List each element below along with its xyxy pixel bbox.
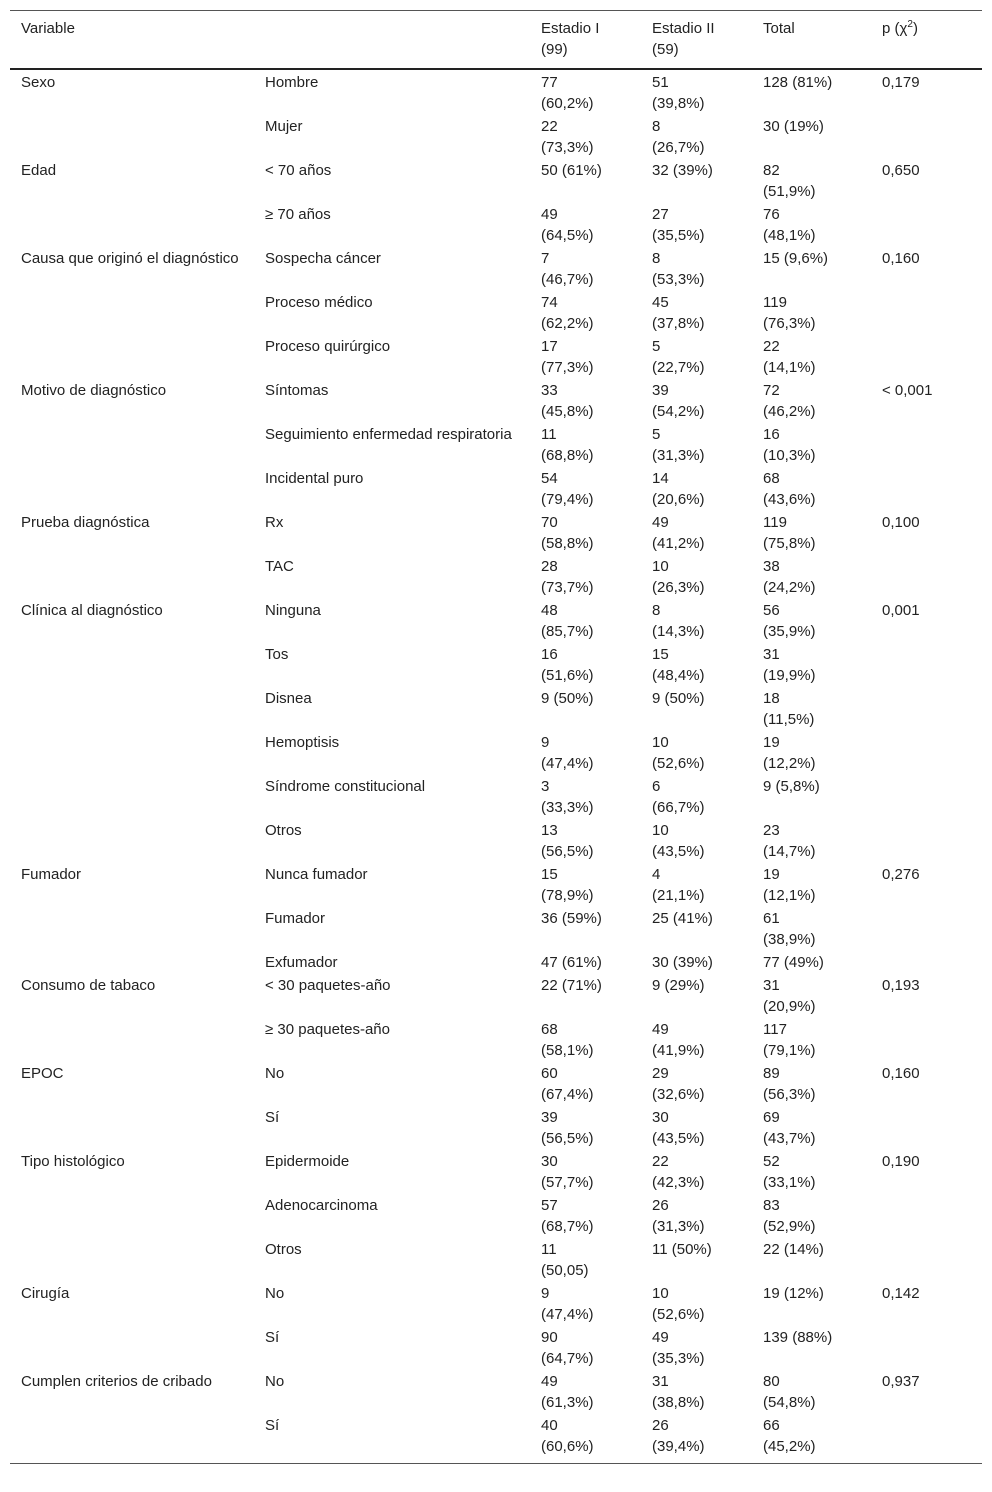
p-value-cell: 0,276 — [882, 866, 920, 883]
p-value-cell: 0,650 — [882, 162, 920, 179]
stage-2-cell: 6 (66,7%) — [652, 778, 705, 816]
stage-1-cell: 47 (61%) — [541, 954, 602, 971]
variable-cell — [10, 774, 254, 818]
header-p-prefix: p (χ — [882, 20, 908, 37]
variable-cell — [10, 818, 254, 862]
p-value-cell: 0,937 — [882, 1373, 920, 1390]
category-cell: TAC — [265, 558, 294, 575]
stage-1-cell: 39 (56,5%) — [541, 1109, 594, 1147]
category-cell: < 30 paquetes-año — [265, 977, 391, 994]
p-value-cell — [871, 114, 982, 158]
category-cell: Rx — [265, 514, 284, 531]
header-p-suffix: ) — [912, 20, 918, 37]
stage-1-cell: 17 (77,3%) — [541, 338, 594, 376]
stage-2-cell: 14 (20,6%) — [652, 470, 705, 508]
variable-cell — [10, 686, 254, 730]
stage-1-cell: 7 (46,7%) — [541, 250, 594, 288]
stage-2-cell: 26 (31,3%) — [652, 1197, 705, 1235]
total-cell: 23 (14,7%) — [763, 822, 816, 860]
p-value-cell — [871, 202, 982, 246]
stage-2-cell: 8 (14,3%) — [652, 602, 705, 640]
variable-cell — [10, 1105, 254, 1149]
category-cell: Sí — [265, 1109, 280, 1126]
header-category — [254, 11, 530, 70]
total-cell: 77 (49%) — [763, 954, 824, 971]
stage-1-cell: 49 (61,3%) — [541, 1373, 594, 1411]
stage-1-cell: 28 (73,7%) — [541, 558, 594, 596]
category-cell: No — [265, 1373, 285, 1390]
category-cell: Otros — [265, 1241, 302, 1258]
category-cell: Nunca fumador — [265, 866, 368, 883]
variable-cell: Sexo — [21, 74, 56, 91]
table-row — [10, 686, 982, 730]
stage-2-cell: 30 (43,5%) — [652, 1109, 705, 1147]
category-cell: No — [265, 1285, 285, 1302]
total-cell: 69 (43,7%) — [763, 1109, 816, 1147]
category-cell: ≥ 30 paquetes-año — [265, 1021, 390, 1038]
variable-cell — [10, 202, 254, 246]
total-cell: 128 (81%) — [763, 74, 833, 91]
stage-1-cell: 68 (58,1%) — [541, 1021, 594, 1059]
variable-cell: Clínica al diagnóstico — [21, 602, 163, 619]
table-row — [10, 1237, 982, 1281]
total-cell: 22 (14,1%) — [763, 338, 816, 376]
category-cell: Incidental puro — [265, 470, 364, 487]
total-cell: 119 (76,3%) — [763, 294, 816, 332]
total-cell: 19 (12%) — [763, 1285, 824, 1302]
stage-2-cell: 25 (41%) — [652, 910, 713, 927]
table-row — [10, 1281, 982, 1325]
stage-2-cell: 8 (26,7%) — [652, 118, 705, 156]
p-value-cell: < 0,001 — [882, 382, 933, 399]
table-row — [10, 1325, 982, 1369]
header-p-value — [871, 11, 982, 70]
table-row — [10, 246, 982, 290]
stage-1-cell: 11 (68,8%) — [541, 426, 594, 464]
category-cell: Exfumador — [265, 954, 338, 971]
results-table — [10, 10, 982, 1464]
stage-1-cell: 30 (57,7%) — [541, 1153, 594, 1191]
table-row — [10, 774, 982, 818]
stage-2-cell: 49 (41,2%) — [652, 514, 705, 552]
p-value-cell: 0,193 — [882, 977, 920, 994]
total-cell: 119 (75,8%) — [763, 514, 816, 552]
category-cell: < 70 años — [265, 162, 332, 179]
variable-cell — [10, 1413, 254, 1464]
p-value-cell — [871, 730, 982, 774]
header-total: Total — [752, 11, 871, 70]
stage-2-cell: 32 (39%) — [652, 162, 713, 179]
category-cell: Disnea — [265, 690, 312, 707]
variable-cell — [10, 1237, 254, 1281]
total-cell: 30 (19%) — [763, 118, 824, 135]
variable-cell: EPOC — [21, 1065, 64, 1082]
p-value-cell — [871, 906, 982, 950]
table-row — [10, 554, 982, 598]
table-row — [10, 862, 982, 906]
stage-2-cell: 27 (35,5%) — [652, 206, 705, 244]
variable-cell: Fumador — [21, 866, 82, 883]
stage-1-cell: 70 (58,8%) — [541, 514, 594, 552]
p-value-cell — [871, 466, 982, 510]
table-row — [10, 1413, 982, 1464]
table-row — [10, 642, 982, 686]
p-value-cell: 0,160 — [882, 250, 920, 267]
p-value-cell — [871, 950, 982, 973]
stage-1-cell: 50 (61%) — [541, 162, 602, 179]
total-cell: 19 (12,1%) — [763, 866, 816, 904]
p-value-cell — [871, 686, 982, 730]
category-cell: Ninguna — [265, 602, 321, 619]
total-cell: 68 (43,6%) — [763, 470, 816, 508]
stage-2-cell: 4 (21,1%) — [652, 866, 705, 904]
stage-2-cell: 10 (43,5%) — [652, 822, 705, 860]
total-cell: 61 (38,9%) — [763, 910, 816, 948]
variable-cell: Motivo de diagnóstico — [21, 382, 167, 399]
variable-cell — [10, 642, 254, 686]
stage-2-cell: 5 (31,3%) — [652, 426, 705, 464]
stage-2-cell: 45 (37,8%) — [652, 294, 705, 332]
p-value-cell — [871, 1413, 982, 1464]
category-cell: Adenocarcinoma — [265, 1197, 378, 1214]
total-cell: 76 (48,1%) — [763, 206, 816, 244]
stage-1-cell: 9 (50%) — [541, 690, 594, 707]
table-row — [10, 1105, 982, 1149]
table-row — [10, 290, 982, 334]
total-cell: 31 (20,9%) — [763, 977, 816, 1015]
variable-cell: Prueba diagnóstica — [21, 514, 150, 531]
table-row — [10, 1149, 982, 1193]
variable-cell: Edad — [21, 162, 57, 179]
category-cell: Tos — [265, 646, 289, 663]
stage-2-cell: 10 (52,6%) — [652, 1285, 705, 1323]
stage-2-cell: 31 (38,8%) — [652, 1373, 705, 1411]
header-stage-1: Estadio I (99) — [530, 11, 641, 70]
stage-1-cell: 36 (59%) — [541, 910, 602, 927]
variable-cell: Causa que originó el diagnóstico — [21, 250, 239, 267]
stage-2-cell: 8 (53,3%) — [652, 250, 705, 288]
table-row — [10, 114, 982, 158]
table-row — [10, 510, 982, 554]
p-value-cell — [871, 1017, 982, 1061]
stage-2-cell: 9 (50%) — [652, 690, 705, 707]
p-value-cell — [871, 818, 982, 862]
table-row — [10, 158, 982, 202]
stage-2-cell: 10 (26,3%) — [652, 558, 705, 596]
total-cell: 56 (35,9%) — [763, 602, 816, 640]
total-cell: 19 (12,2%) — [763, 734, 816, 772]
category-cell: Otros — [265, 822, 302, 839]
table-row — [10, 1061, 982, 1105]
p-value-cell — [871, 1193, 982, 1237]
variable-cell: Cumplen criterios de cribado — [21, 1373, 212, 1390]
stage-2-cell: 11 (50%) — [652, 1241, 712, 1258]
p-value-cell — [871, 554, 982, 598]
total-cell: 15 (9,6%) — [763, 250, 829, 267]
p-value-cell — [871, 1325, 982, 1369]
variable-cell — [10, 1325, 254, 1369]
stage-1-cell: 40 (60,6%) — [530, 1413, 641, 1464]
total-cell: 139 (88%) — [763, 1329, 833, 1346]
category-cell: Síndrome constitucional — [265, 778, 426, 795]
total-cell: 83 (52,9%) — [763, 1197, 816, 1235]
stage-1-cell: 22 (73,3%) — [541, 118, 594, 156]
table-row — [10, 950, 982, 973]
stage-1-cell: 49 (64,5%) — [541, 206, 594, 244]
stage-2-cell: 49 (41,9%) — [652, 1021, 705, 1059]
stage-1-cell: 74 (62,2%) — [541, 294, 594, 332]
variable-cell — [10, 114, 254, 158]
variable-cell: Cirugía — [21, 1285, 70, 1302]
category-cell: ≥ 70 años — [265, 206, 331, 223]
p-value-cell: 0,001 — [882, 602, 920, 619]
stage-1-cell: 3 (33,3%) — [541, 778, 594, 816]
total-cell: 18 (11,5%) — [763, 690, 815, 728]
stage-2-cell: 51 (39,8%) — [652, 74, 705, 112]
category-cell: No — [265, 1065, 285, 1082]
header-p-superscript: 2 — [907, 19, 913, 30]
table-body — [10, 69, 982, 1464]
stage-1-cell: 13 (56,5%) — [541, 822, 594, 860]
stage-2-cell: 9 (29%) — [652, 977, 705, 994]
stage-2-cell: 26 (39,4%) — [641, 1413, 752, 1464]
stage-1-cell: 16 (51,6%) — [541, 646, 594, 684]
total-cell: 117 (79,1%) — [763, 1021, 816, 1059]
table-row — [10, 973, 982, 1017]
category-cell: Sí — [265, 1329, 280, 1346]
stage-1-cell: 77 (60,2%) — [541, 74, 594, 112]
table-row — [10, 1369, 982, 1413]
variable-cell — [10, 906, 254, 950]
total-cell: 89 (56,3%) — [763, 1065, 816, 1103]
stage-1-cell: 15 (78,9%) — [541, 866, 594, 904]
variable-cell: Consumo de tabaco — [21, 977, 156, 994]
table-row — [10, 818, 982, 862]
table-row — [10, 1193, 982, 1237]
category-cell: Proceso médico — [265, 294, 373, 311]
table-row — [10, 598, 982, 642]
stage-2-cell: 10 (52,6%) — [652, 734, 705, 772]
stage-1-cell: 54 (79,4%) — [541, 470, 594, 508]
stage-1-cell: 90 (64,7%) — [541, 1329, 594, 1367]
p-value-cell: 0,142 — [882, 1285, 920, 1302]
category-cell: Hombre — [265, 74, 319, 91]
p-value-cell: 0,179 — [882, 74, 920, 91]
stage-2-cell: 29 (32,6%) — [652, 1065, 705, 1103]
header-stage-2: Estadio II (59) — [641, 11, 752, 70]
variable-cell — [10, 422, 254, 466]
table-row — [10, 422, 982, 466]
stage-2-cell: 5 (22,7%) — [652, 338, 705, 376]
table-row — [10, 378, 982, 422]
variable-cell — [10, 554, 254, 598]
category-cell: Epidermoide — [265, 1153, 350, 1170]
p-value-cell: 0,160 — [882, 1065, 920, 1082]
category-cell: Fumador — [265, 910, 326, 927]
stage-1-cell: 9 (47,4%) — [541, 734, 594, 772]
total-cell: 82 (51,9%) — [763, 162, 816, 200]
p-value-cell — [871, 334, 982, 378]
stage-2-cell: 30 (39%) — [652, 954, 713, 971]
total-cell: 31 (19,9%) — [763, 646, 816, 684]
p-value-cell — [871, 290, 982, 334]
p-value-cell: 0,100 — [882, 514, 920, 531]
stage-2-cell: 15 (48,4%) — [652, 646, 705, 684]
total-cell: 22 (14%) — [763, 1241, 824, 1258]
stage-2-cell: 49 (35,3%) — [652, 1329, 705, 1367]
total-cell: 38 (24,2%) — [763, 558, 816, 596]
table-row — [10, 202, 982, 246]
stage-1-cell: 60 (67,4%) — [541, 1065, 594, 1103]
p-value-cell — [871, 1237, 982, 1281]
stage-1-cell: 57 (68,7%) — [541, 1197, 594, 1235]
category-cell: Síntomas — [265, 382, 329, 399]
total-cell: 66 (45,2%) — [752, 1413, 871, 1464]
category-cell: Sí — [254, 1413, 530, 1464]
category-cell: Mujer — [265, 118, 303, 135]
p-value-cell — [871, 642, 982, 686]
variable-cell — [10, 950, 254, 973]
stage-1-cell: 48 (85,7%) — [541, 602, 594, 640]
p-value-cell: 0,190 — [882, 1153, 920, 1170]
stage-1-cell: 9 (47,4%) — [541, 1285, 594, 1323]
stage-1-cell: 11 (50,05) — [541, 1241, 589, 1279]
variable-cell — [10, 290, 254, 334]
variable-cell — [10, 1017, 254, 1061]
table-header — [10, 11, 982, 70]
total-cell: 72 (46,2%) — [763, 382, 816, 420]
category-cell: Sospecha cáncer — [265, 250, 381, 267]
table-row — [10, 906, 982, 950]
category-cell: Seguimiento enfermedad respiratoria — [265, 426, 512, 443]
variable-cell: Tipo histológico — [21, 1153, 125, 1170]
p-value-cell — [871, 774, 982, 818]
category-cell: Proceso quirúrgico — [265, 338, 391, 355]
p-value-cell — [871, 1105, 982, 1149]
header-variable: Variable — [10, 11, 254, 70]
total-cell: 80 (54,8%) — [763, 1373, 816, 1411]
table-row — [10, 1017, 982, 1061]
stage-2-cell: 22 (42,3%) — [652, 1153, 705, 1191]
variable-cell — [10, 334, 254, 378]
p-value-cell — [871, 422, 982, 466]
table-row — [10, 730, 982, 774]
total-cell: 16 (10,3%) — [763, 426, 816, 464]
table-row — [10, 466, 982, 510]
variable-cell — [10, 1193, 254, 1237]
total-cell: 52 (33,1%) — [763, 1153, 816, 1191]
table-row — [10, 69, 982, 114]
table-row — [10, 334, 982, 378]
total-cell: 9 (5,8%) — [763, 778, 820, 795]
variable-cell — [10, 466, 254, 510]
stage-2-cell: 39 (54,2%) — [652, 382, 705, 420]
variable-cell — [10, 730, 254, 774]
stage-1-cell: 22 (71%) — [541, 977, 602, 994]
category-cell: Hemoptisis — [265, 734, 340, 751]
stage-1-cell: 33 (45,8%) — [541, 382, 594, 420]
